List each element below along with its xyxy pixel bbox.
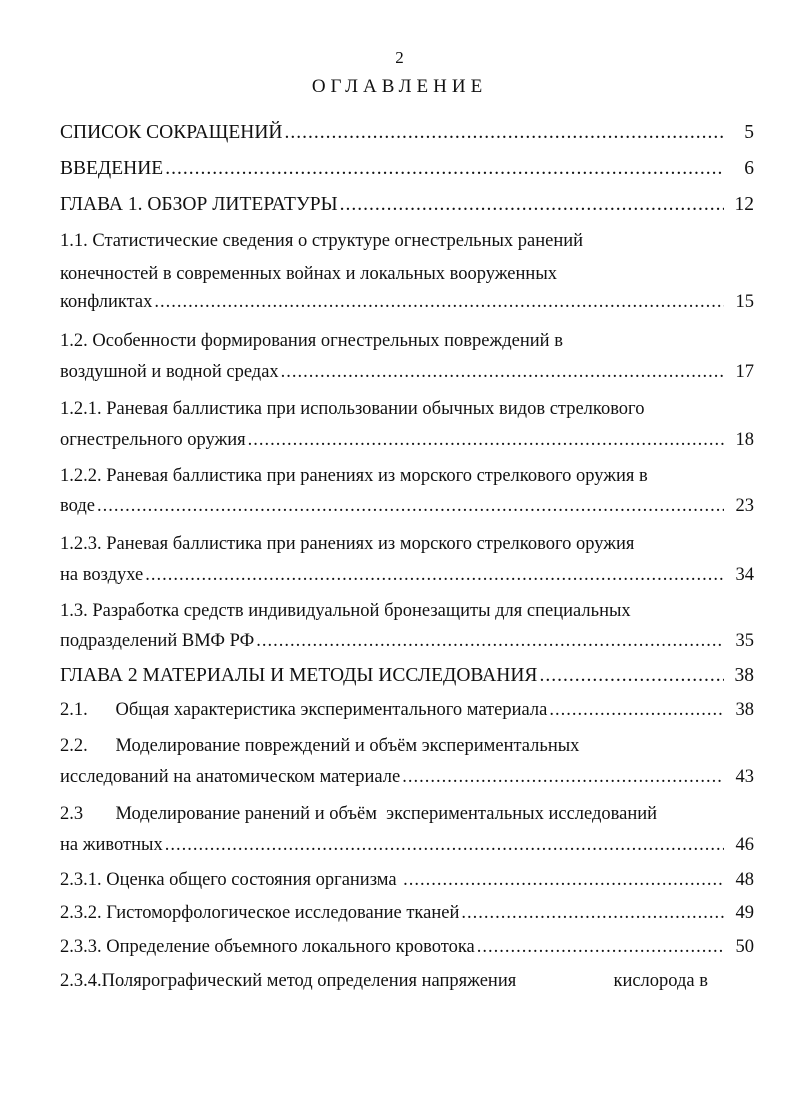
dot-leader <box>256 631 724 652</box>
toc-entry-text: огнестрельного оружия <box>60 430 246 450</box>
toc-entry-text: воздушной и водной средах <box>60 362 279 382</box>
dot-leader <box>403 870 724 891</box>
dot-leader <box>549 700 724 721</box>
toc-entry-1-3[interactable] <box>60 631 754 657</box>
toc-entry-2-1[interactable] <box>60 700 754 726</box>
toc-entry-1-3-line-1[interactable]: 1.3. Разработка средств индивидуальной бронезащиты для специальных <box>60 601 631 621</box>
dot-leader <box>97 496 724 517</box>
toc-entry-chapter-2[interactable] <box>60 665 754 691</box>
toc-entry-2-3-2[interactable] <box>60 903 754 929</box>
dot-leader <box>248 430 724 451</box>
toc-entry-text: ВВЕДЕНИЕ <box>60 158 164 179</box>
toc-entry-1-2-3[interactable] <box>60 565 754 591</box>
toc-entry-2-2[interactable] <box>60 767 754 793</box>
dot-leader <box>281 362 724 383</box>
toc-entry-page: 38 <box>734 665 754 686</box>
toc-entry-2-3-line-1[interactable]: 2.3 Моделирование ранений и объём экспериментальных исследований <box>60 804 658 824</box>
toc-entry-page: 48 <box>735 870 754 890</box>
toc-entry-1-2-line-1[interactable]: 1.2. Особенности формирования огнестрельных повреждений в <box>60 331 563 351</box>
toc-entry-chapter-1[interactable] <box>60 194 754 220</box>
toc-entry-page: 43 <box>735 767 754 787</box>
dot-leader <box>154 292 724 313</box>
toc-entry-1-2-3-line-1[interactable]: 1.2.3. Раневая баллистика при ранениях из морского стрелкового оружия <box>60 534 635 554</box>
toc-entry-page: 12 <box>734 194 754 215</box>
toc-entry-2-2-line-1[interactable]: 2.2. Моделирование повреждений и объём экспериментальных <box>60 736 580 756</box>
toc-entry-1-1-line-2[interactable]: конечностей в современных войнах и локальных вооруженных <box>60 264 557 284</box>
toc-entry-text-tail: кислорода в <box>613 971 708 991</box>
dot-leader <box>165 835 724 856</box>
toc-entry-1-2-1-line-1[interactable]: 1.2.1. Раневая баллистика при использовании обычных видов стрелкового <box>60 399 645 419</box>
dot-leader <box>477 937 724 958</box>
toc-entry-1-2[interactable] <box>60 362 754 388</box>
toc-entry-text: на животных <box>60 835 163 855</box>
toc-entry-page: 5 <box>744 122 754 143</box>
toc-entry-introduction[interactable] <box>60 158 754 184</box>
toc-entry-text: 2.3.4.Полярографический метод определения напряжения <box>60 971 517 991</box>
dot-leader <box>145 565 724 586</box>
dot-leader <box>461 903 724 924</box>
dot-leader <box>402 767 724 788</box>
toc-entry-page: 34 <box>735 565 754 585</box>
toc-entry-text: исследований на анатомическом материале <box>60 767 401 787</box>
toc-entry-2-3[interactable] <box>60 835 754 861</box>
toc-entry-page: 17 <box>735 362 754 382</box>
toc-entry-text: 2.3.3. Определение объемного локального кровотока <box>60 937 475 957</box>
toc-entry-2-3-3[interactable] <box>60 937 754 963</box>
toc-entry-text: конфликтах <box>60 292 153 312</box>
toc-entry-2-3-4-line-1[interactable] <box>60 971 754 997</box>
toc-entry-1-2-2-line-1[interactable]: 1.2.2. Раневая баллистика при ранениях из морского стрелкового оружия в <box>60 466 648 486</box>
toc-entry-abbreviations[interactable] <box>60 122 754 148</box>
toc-entry-text: 2.1. Общая характеристика экспериментального материала <box>60 700 548 720</box>
toc-entry-page: 38 <box>735 700 754 720</box>
toc-entry-text: 2.3.1. Оценка общего состояния организма <box>60 870 402 890</box>
page-number: 2 <box>395 48 404 67</box>
toc-entry-page: 46 <box>735 835 754 855</box>
toc-entry-page: 6 <box>744 158 754 179</box>
toc-entry-1-1[interactable] <box>60 292 754 318</box>
toc-entry-1-2-2[interactable] <box>60 496 754 522</box>
toc-entry-page: 18 <box>735 430 754 450</box>
toc-entry-2-3-1[interactable] <box>60 870 754 896</box>
toc-entry-text: СПИСОК СОКРАЩЕНИЙ <box>60 122 283 143</box>
toc-entry-text: на воздухе <box>60 565 144 585</box>
toc-entry-page: 49 <box>735 903 754 923</box>
toc-entry-text: ГЛАВА 1. ОБЗОР ЛИТЕРАТУРЫ <box>60 194 338 215</box>
toc-entry-1-1-line-1[interactable]: 1.1. Статистические сведения о структуре огнестрельных ранений <box>60 231 584 251</box>
toc-entry-page: 15 <box>735 292 754 312</box>
toc-entry-page: 23 <box>735 496 754 516</box>
dot-leader <box>340 194 724 216</box>
dot-leader <box>285 122 725 144</box>
toc-entry-text: ГЛАВА 2 МАТЕРИАЛЫ И МЕТОДЫ ИССЛЕДОВАНИЯ <box>60 665 538 686</box>
page-title: ОГЛАВЛЕНИЕ <box>311 76 488 97</box>
toc-entry-text: 2.3.2. Гистоморфологическое исследование тканей <box>60 903 460 923</box>
toc-entry-text: воде <box>60 496 95 516</box>
toc-entry-text: подразделений ВМФ РФ <box>60 631 255 651</box>
dot-leader <box>165 158 724 180</box>
toc-entry-page: 50 <box>735 937 754 957</box>
dot-leader <box>539 665 724 687</box>
toc-entry-1-2-1[interactable] <box>60 430 754 456</box>
toc-entry-page: 35 <box>735 631 754 651</box>
